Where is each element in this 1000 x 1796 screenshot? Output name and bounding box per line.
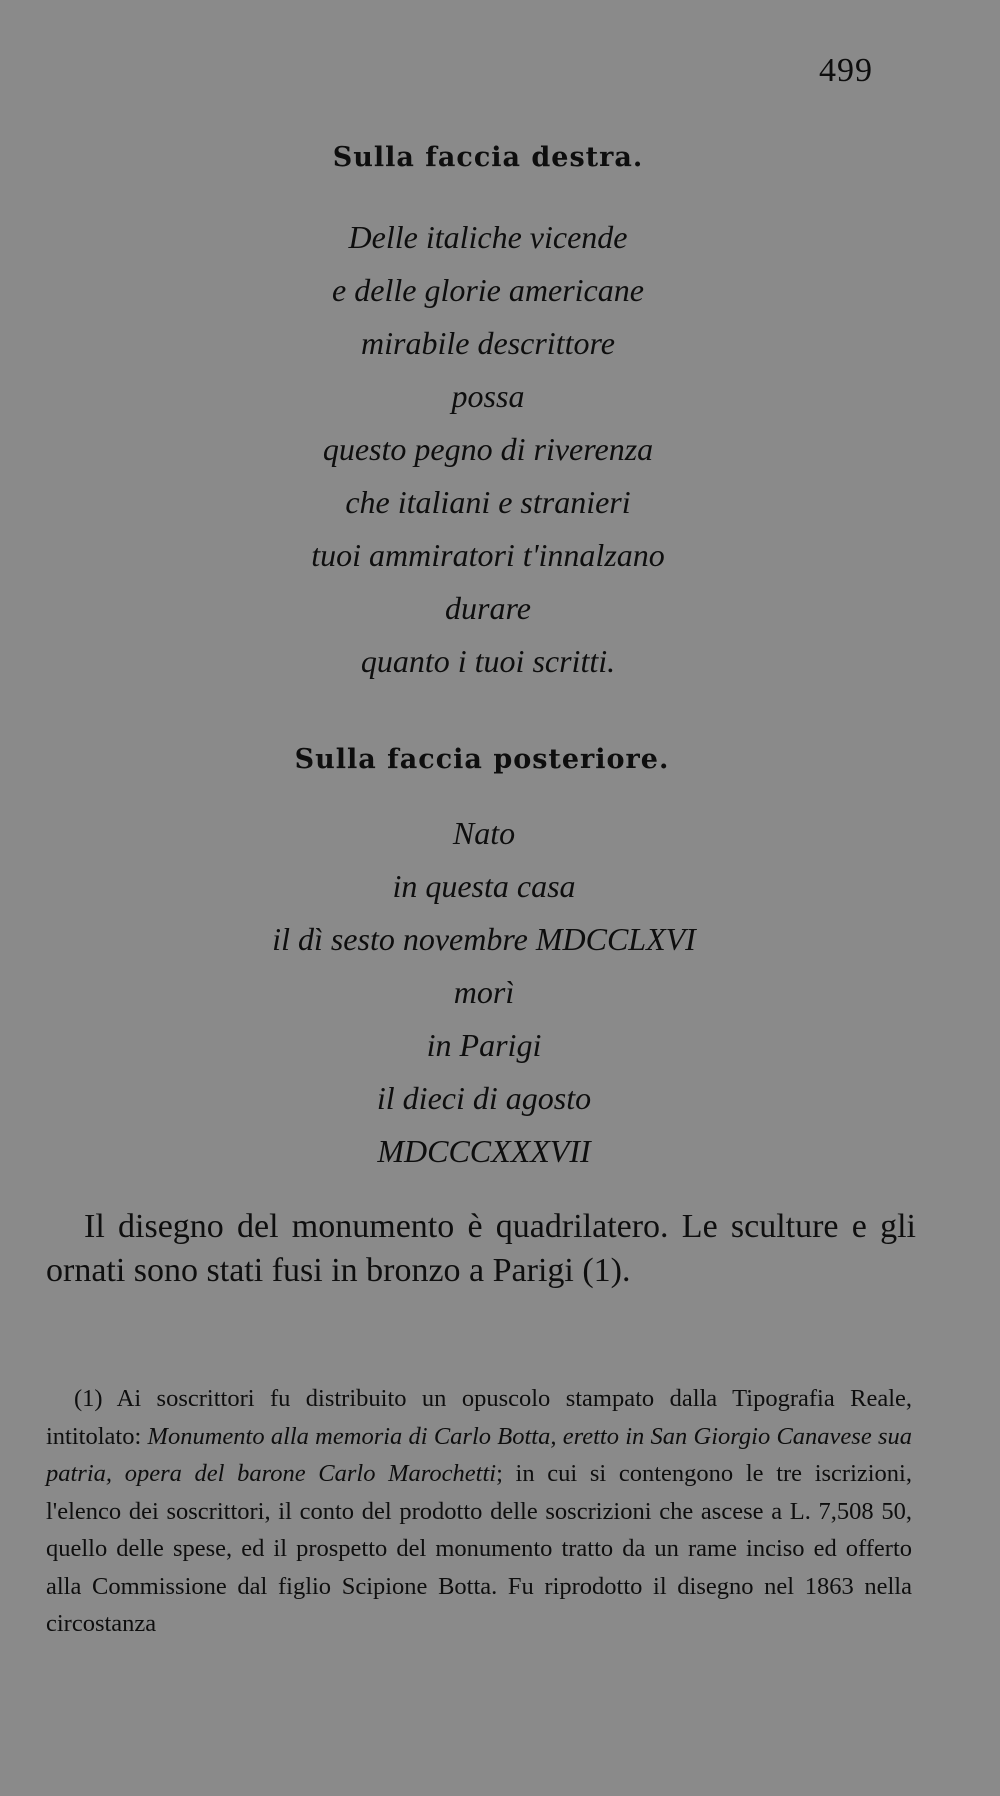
inscription-right-face: [0, 211, 988, 688]
inscription-line: il dì sesto novembre MDCCLXVI: [272, 921, 696, 957]
inscription-line: tuoi ammiratori t'innalzano: [311, 537, 665, 573]
inscription-line: in Parigi: [426, 1027, 542, 1063]
inscription-back-face: [0, 807, 984, 1178]
inscription-line: durare: [445, 590, 531, 626]
inscription-line: quanto i tuoi scritti.: [360, 643, 616, 679]
section-heading-back-face: Sulla faccia posteriore.: [294, 744, 670, 775]
section-heading-right-face: Sulla faccia destra.: [332, 142, 644, 173]
inscription-line: e delle glorie americane: [332, 272, 644, 308]
inscription-line: Delle italiche vicende: [348, 219, 628, 255]
footnote-text-start: (1) Ai soscrittori fu distribuito un opuscolo stampato dalla Tipografia Reale, intitolato:: [46, 1385, 912, 1450]
inscription-line: il dieci di agosto: [376, 1080, 592, 1116]
body-paragraph: Il disegno del monumento è quadrilatero. Le sculture e gli ornati sono stati fusi in bronzo a Parigi (1).: [46, 1208, 916, 1289]
footnote-title-italic: Monumento alla memoria di Carlo Botta, eretto in San Giorgio Canavese sua patria, opera del barone Carlo Marochetti: [46, 1422, 912, 1487]
inscription-line: mirabile descrittore: [361, 325, 615, 361]
page-number: 499: [819, 52, 873, 89]
footnote-text-end: ; in cui si contengono le tre iscrizioni, l'elenco dei soscrittori, il conto del prodotto delle soscrizioni che ascese a L. 7,508 50, quello delle spese, ed il prospetto del monumento tratto da un rame inciso ed offerto alla Commissione dal figlio Scipione Botta. Fu riprodotto il disegno nel 1863 nella circostanza: [46, 1460, 912, 1637]
footnote: [46, 1380, 912, 1643]
inscription-line: questo pegno di riverenza: [322, 431, 654, 467]
inscription-line: MDCCCXXXVII: [377, 1133, 591, 1169]
inscription-line: morì: [453, 974, 515, 1010]
inscription-line: possa: [451, 378, 525, 414]
inscription-line: che italiani e stranieri: [345, 484, 631, 520]
inscription-line: Nato: [452, 815, 516, 851]
inscription-line: in questa casa: [392, 868, 576, 904]
